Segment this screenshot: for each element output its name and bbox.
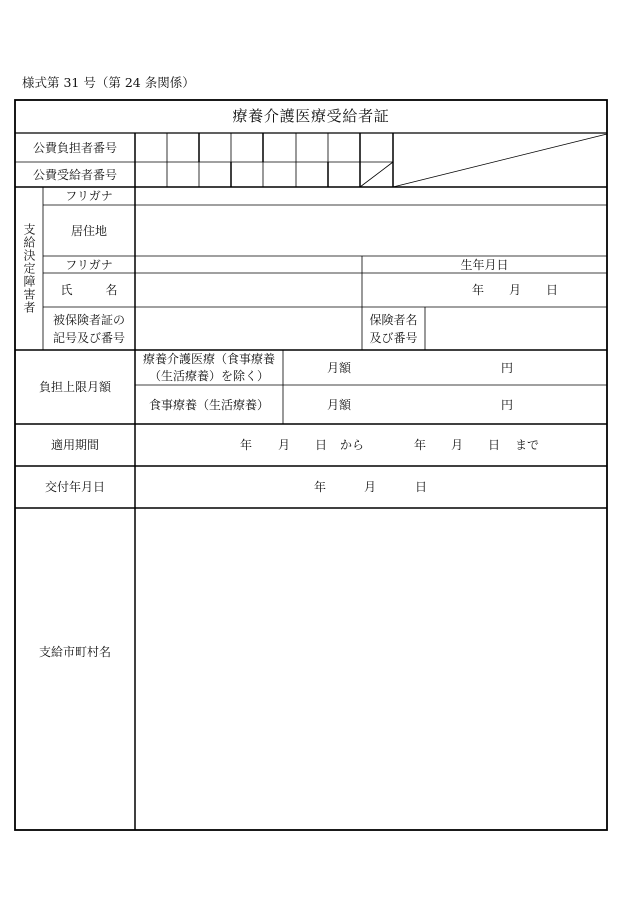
form-number: 様式第 31 号（第 24 条関係） [22, 74, 195, 90]
name-furigana-field [136, 257, 361, 272]
name-field [136, 274, 361, 306]
name-furigana-label: フリガナ [65, 257, 113, 272]
beneficiary-section-label-text: 支給決定障害者 [22, 223, 36, 314]
period-end-day-unit: 日 [487, 438, 500, 452]
period-end-suffix: まで [514, 438, 539, 452]
applicable-period-label: 適用期間 [50, 438, 99, 452]
burden-amount-unit: 円 [500, 360, 513, 375]
municipality-field [136, 509, 606, 829]
birthdate-day-unit: 日 [545, 283, 558, 297]
period-start-day-unit: 日 [314, 438, 327, 452]
period-start-suffix: から [339, 438, 364, 452]
burden-item-meal-care: 食事療養（生活療養） [148, 397, 269, 412]
burden-amount-unit: 円 [500, 397, 513, 412]
municipality-label: 支給市町村名 [38, 645, 111, 659]
insurance-card-number-label [43, 307, 135, 350]
issue-year-unit: 年 [313, 480, 326, 494]
address-label: 居住地 [70, 223, 107, 238]
address-furigana-field [136, 188, 606, 204]
period-end-year-unit: 年 [413, 438, 426, 452]
address-field [136, 206, 606, 255]
insurance-card-number-label-line: 被保険者証の [52, 312, 125, 327]
period-end-month-unit: 月 [450, 438, 463, 452]
unused-area-diagonal [393, 134, 607, 187]
insurer-number-field [426, 308, 606, 349]
issue-date-label: 交付年月日 [44, 480, 105, 494]
beneficiary-section-label [15, 187, 43, 350]
issue-month-unit: 月 [363, 480, 376, 494]
address-furigana-label: フリガナ [65, 189, 113, 203]
burden-item-line: 療養介護医療（食事療養 [142, 351, 275, 366]
burden-item-line: （生活療養）を除く） [148, 368, 269, 383]
recipient-number-label: 公費受給者番号 [32, 167, 117, 182]
insurer-label-line: 保険者名 [369, 312, 418, 327]
name-label: 氏 名 [60, 283, 121, 297]
insurer-label [362, 307, 425, 350]
birthdate-year-unit: 年 [471, 283, 484, 297]
period-start-year-unit: 年 [239, 438, 252, 452]
insurer-label-line: 及び番号 [369, 330, 418, 345]
birthdate-label: 生年月日 [460, 257, 509, 272]
burden-item-medical-care [135, 350, 283, 385]
burden-limit-label: 負担上限月額 [38, 380, 111, 394]
insurance-card-number-label-line: 記号及び番号 [52, 330, 125, 345]
issue-day-unit: 日 [414, 480, 427, 494]
burden-period-label: 月額 [326, 397, 351, 412]
unused-cell-diagonal [360, 162, 393, 187]
payer-number-label: 公費負担者番号 [32, 140, 117, 155]
period-start-month-unit: 月 [277, 438, 290, 452]
burden-period-label: 月額 [326, 360, 351, 375]
certificate-title: 療養介護医療受給者証 [232, 107, 390, 125]
birthdate-month-unit: 月 [508, 283, 521, 297]
insurance-card-number-field [136, 308, 361, 349]
